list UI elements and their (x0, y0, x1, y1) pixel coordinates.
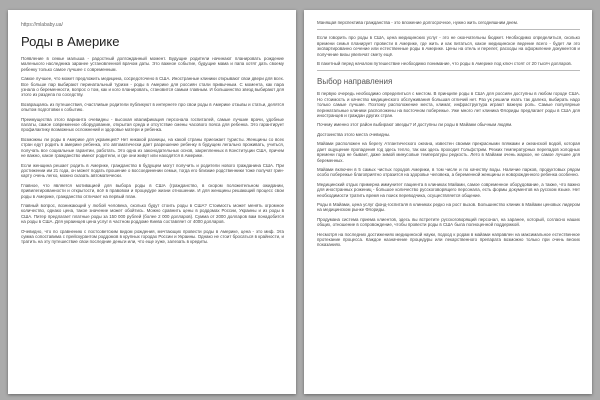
paragraph: Если женщина решает родить в Америке, гражданство в будущем могут получить и родители нового гражданина США. При достижении им 21 года, он может подать прошение о воссоединении семьи, тогда его близкие родственники тоже получат грин-карту очень легко, можно сказать автоматически. (21, 162, 284, 179)
intro-paragraph: Манящая перспектива гражданства - это вложение долгосрочное, нужно жить сегодняшним днем. (317, 20, 519, 25)
paragraph: Очевидно, что по сравнению с постсоветским видом рождения, мечтающих провести роды в Америке, цена - это миф. Эта сумма сопоставима с прейскурантом роддомов в крупных городах России и Украины. Однако не стоит бросаться в крайности, и тратить на эту путешествие свои последние деньги или, что еще хуже, залезать в кредиты. (21, 228, 284, 245)
right-body-bottom (317, 91, 580, 247)
paragraph: Продумана система приема клиентов, здесь вы встретите русскоговорящий персонал, на заранее, который, согласно наших общих, отношение в сопровождение, чтобы провести роды в США была полноценной поддержкой. (317, 216, 580, 228)
right-body-top (317, 35, 580, 66)
divider (317, 29, 580, 30)
paragraph: Возможны ли роды в Америке для украинцев? Нет никакой разницы, на какой страны приезжает туристы. Женщины со всех стран едут родить в америке ребенка, это автоматически дает разрешение ребенку в будущем легально проживать, учиться, получать все социальные гарантии, работать. Это одна из законодательных основ, закрепленных в Конституции США, причем не важно, какое гражданство имеют родители, и где они живут или находятся в Америке. (21, 136, 284, 159)
paragraph: Появление в семье малыша - радостный долгожданный момент. Будущие родители начинают планировать рождение маленького наследника заранее установленной врачом даты. Это важное событие, будущие мама и папа хотят дать своему ребенку только самое лучшее с современным. (21, 56, 284, 72)
paragraph: Майами включен в 5 самых чистых городов Америки, в том числе и по качеству воды. Наличие парков, продуктовых рядом особо побережье благоприятно отразится на здоровье человека, а беременной женщины и новорожденного ребенка особенно. (317, 166, 580, 178)
paragraph: Преимущества этого варианта очевидны - высокая квалификация персонала госпиталей, самые лучшие врачи, удобные палаты, самое современное оборудование, открытая среда и отсутствие смены часового пояса для ребенка. Это гарантирует профилактику возможных осложнений и здоровье матери и ребенка. (21, 116, 284, 133)
document-page-left (8, 10, 296, 394)
paragraph: Если говорить про роды в США, цена медицинских услуг - это не окончательны бюджет. Необходимо определиться, сколько времени семья планирует провести в Америке, где жить и как питаться, какое медицинское ведение всего - будет ли это эксвартированно сечение или естественные роды в Америке. Цены на отель и перелет, расходы на оформление документов и получение визы увеличат смету ещё. (317, 35, 580, 57)
section-heading: Выбор направления (317, 77, 393, 87)
document-page-right (304, 10, 592, 394)
left-body (21, 56, 284, 245)
paragraph: Достоинства этого места очевидны. (317, 131, 391, 137)
paragraph: Роды в Майами, цена услуг фонд-госпиталя в клиниках редко на рост вызов. Большинство клиник в Майами ценовых лидером на медицинском рынке Флориды. (317, 201, 580, 213)
paragraph: Медицинский отдых примерна иммунитет пациента в клиниках Майами, самое современное оборудование, а также, что важно для иностранных рожениц - большое количество русскоговорящего персонала, есть формы документов на русском языке. Нет необходимости тратить время на поиск переводчика, осуществляется общение. (317, 181, 580, 198)
divider (317, 70, 580, 71)
paragraph: Майами расположен на берегу Атлантического океана, известен своими прекрасными пляжами и океанской водой, которая дает ощущение пропадения год здесь тепло, так как здесь проходит Гольфстрим. Резких температурных перепадов холодных времени года не бывает, даже зимой минусовые температуры редкость. Лето в Майами очень жаркое, не самое лучшее для беременных. (317, 141, 580, 163)
paragraph: Несмотря на последних достижениях медицинской науки, подход к родам в майами направлен на максимальное естественное протекание процесса. Каждое назначение процедуры или лекарственного препарата возможно только при очень веских показаниях. (317, 231, 580, 248)
paragraph: Главный вопрос, возникающий у любой человека, сколько будут стоить роды в США? Стоимость может менять огромное количество, однако цена, такое значение может обойтись. Можно сравнить цены в роддомах России, Украины и из роды в США. Питер предлагает платные роды за 150 000 рублей (более 2 000 долларов). Сумма от 2000 долларов вам понадобится на роды в США. Для украинцев цена услуг в частном роддоме Киева составляет от 4000 долларов. (21, 202, 284, 225)
paragraph: В первую очередь необходимо определиться с местом. В принципе роды в США для россиян доступны в любом городе США. Но стоимость и качество медицинского обслуживания большая отличий нет. Раз ук решили ехать так далеко, выбирать надо только самые лучшие. Поэтому расположение места, климат, инфраструктура играют важную роль. Самые популярные перинатальные клиники расположены на восточном побережье. Уже много лет клиника Флориды предлагает роды в США для иностранцев и граждан других стран. (317, 91, 580, 119)
page-url[interactable]: https://mlababy.ua/ (21, 22, 63, 28)
page-title: Роды в Америке (21, 34, 120, 49)
paragraph: Главное, что является мотивацией для выбора роды в США (гражданство, в скором положительном ожидании, привилегированности и открытости, всё в правовом и процедуре жизни отношении. И для женщины решающий процесс свои роды в Америке, гражданство отличает на первый план. (21, 182, 284, 199)
paragraph: В пакетный перед началом путешествие необходимо понимание, что роды в Америке под ключ стоят от 20 тысяч долларов. (317, 61, 572, 67)
paragraph: Самое лучшее, что может предложить медицина, сосредоточено в США. Иностранные клиники открывают свои двери для всех. Все больше пар выбирают перинатальный туризм - роды в Америке для россиян стали привычным. С момента, как пара узнала о беременности, вопрос о том, как и кого планировать, становится самым главным. И большинство звезд выбирают для этого из раздела по соседству. (21, 76, 284, 98)
paragraph: Возвращаясь из путешествия, счастливые родители публикуют в интернете про свои роды в Америке отзывы и статьи, делятся опытом подготовки к событию. (21, 101, 284, 113)
paragraph: Почему именно этот район выбирают звезды? И доступны ли роды в Майами обычным людям. (317, 122, 513, 128)
